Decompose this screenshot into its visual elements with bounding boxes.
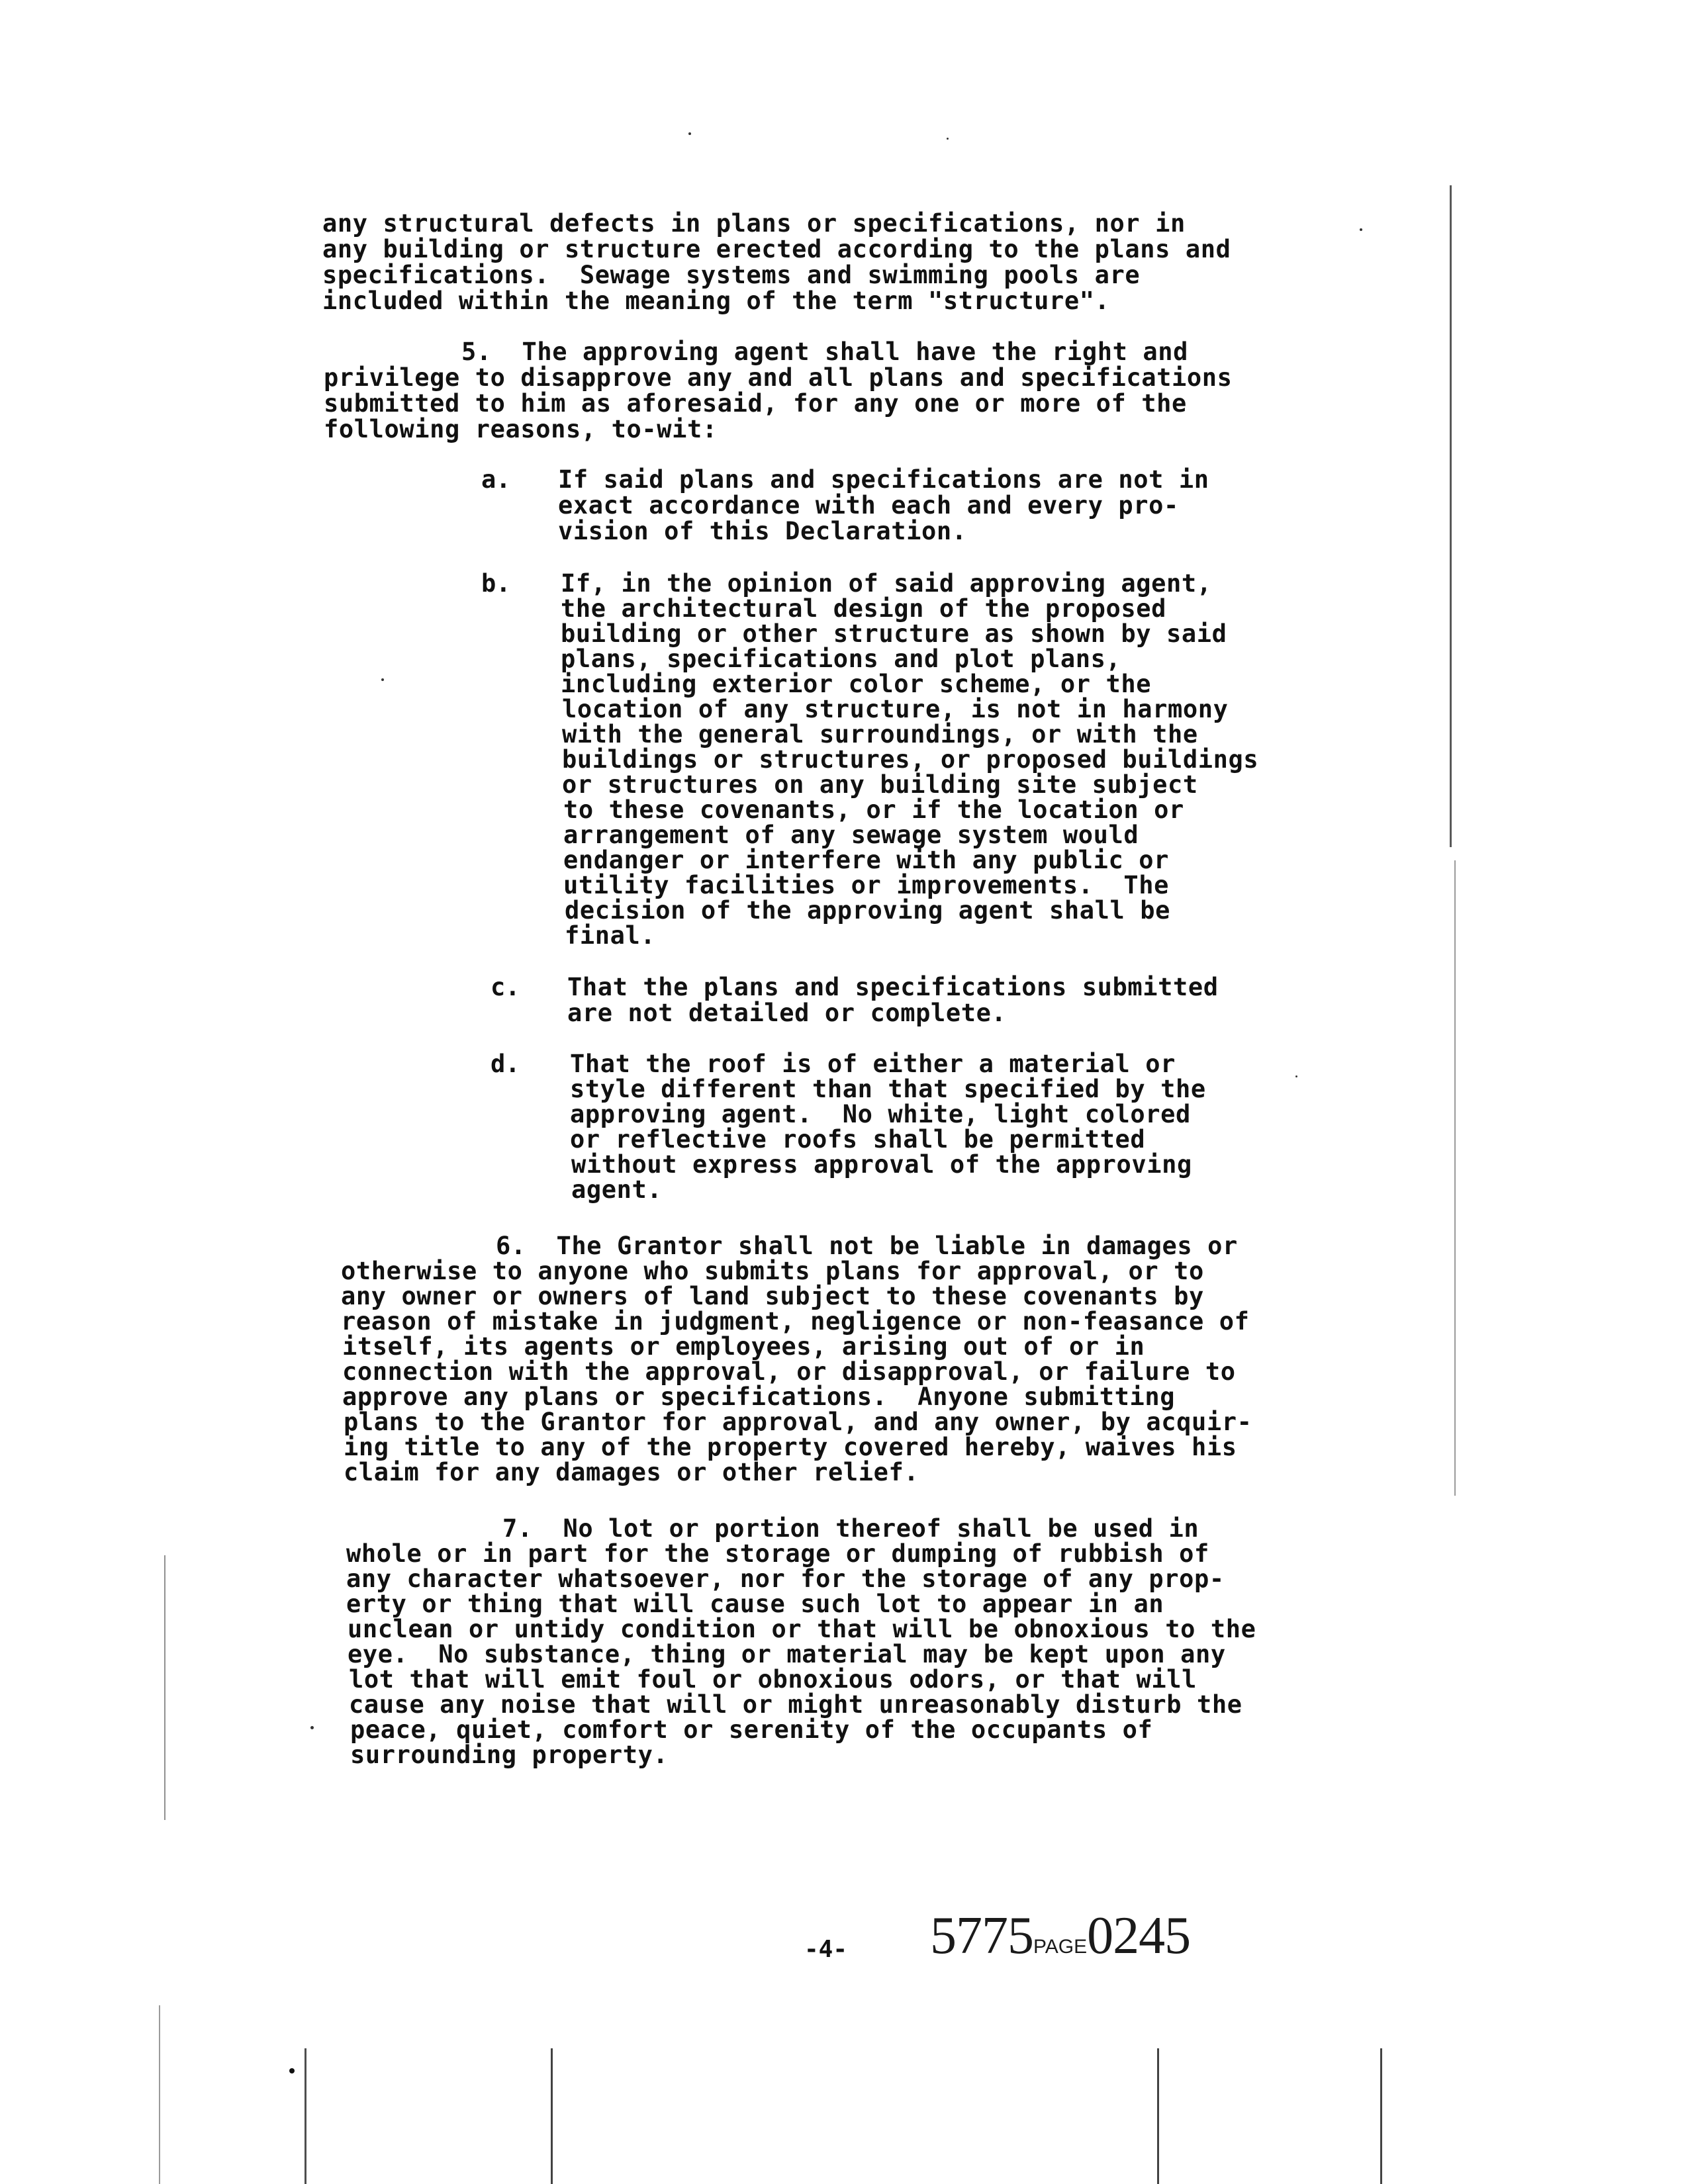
item-d-line: approving agent. No white, light colored xyxy=(570,1100,1191,1128)
item-d-line: agent. xyxy=(571,1175,663,1204)
section-5-line: following reasons, to-wit: xyxy=(324,415,718,443)
section-6-line: connection with the approval, or disapproval, or failure to xyxy=(342,1357,1236,1386)
scan-speck xyxy=(688,132,691,135)
scan-edge-line xyxy=(164,1555,165,1820)
scan-edge-line xyxy=(159,2005,160,2184)
section-6-line: reason of mistake in judgment, negligence or non-feasance of xyxy=(341,1307,1250,1336)
item-b-line: with the general surroundings, or with the xyxy=(562,720,1198,749)
scan-speck xyxy=(310,1726,314,1729)
section-7-line: surrounding property. xyxy=(350,1741,669,1769)
scan-speck xyxy=(381,678,384,681)
item-c-letter: c. xyxy=(491,973,520,1001)
item-a-letter: a. xyxy=(481,465,511,494)
stamp-page-number: 0245 xyxy=(1087,1907,1191,1965)
section-5-line: submitted to him as aforesaid, for any one or more of the xyxy=(324,389,1187,418)
item-b-line: final. xyxy=(565,921,656,950)
item-b-line: utility facilities or improvements. The xyxy=(563,871,1170,899)
text-line: any building or structure erected according to the plans and xyxy=(322,235,1231,263)
item-b-line: buildings or structures, or proposed buildings xyxy=(562,745,1259,774)
scan-edge-line xyxy=(305,2048,306,2184)
text-line: specifications. Sewage systems and swimming pools are xyxy=(322,261,1141,289)
scan-edge-line xyxy=(1157,2048,1159,2184)
section-7-line: eye. No substance, thing or material may be kept upon any xyxy=(348,1640,1226,1668)
item-b-line: building or other structure as shown by said xyxy=(561,619,1227,648)
section-6-line: plans to the Grantor for approval, and any owner, by acquir- xyxy=(344,1408,1252,1436)
section-7-line: any character whatsoever, nor for the storage of any prop- xyxy=(346,1565,1225,1593)
item-b-line: arrangement of any sewage system would xyxy=(563,821,1139,849)
item-b-line: to these covenants, or if the location or xyxy=(563,796,1184,824)
section-7-line: 7. No lot or portion thereof shall be used in xyxy=(502,1514,1199,1543)
item-a-line: exact accordance with each and every pro- xyxy=(558,491,1179,520)
item-b-line: including exterior color scheme, or the xyxy=(561,670,1152,698)
item-c-line: are not detailed or complete. xyxy=(567,999,1007,1027)
section-6-line: approve any plans or specifications. Anyone submitting xyxy=(342,1383,1176,1411)
item-a-line: vision of this Declaration. xyxy=(558,517,967,545)
section-6-line: 6. The Grantor shall not be liable in damages or xyxy=(496,1232,1238,1260)
stamp-book-number: 5775 xyxy=(930,1907,1033,1965)
item-b-line: decision of the approving agent shall be xyxy=(565,896,1171,925)
scan-speck xyxy=(947,138,949,140)
text-line: included within the meaning of the term "structure". xyxy=(322,287,1110,315)
item-b-line: endanger or interfere with any public or xyxy=(563,846,1170,874)
text-line: any structural defects in plans or specifications, nor in xyxy=(322,209,1186,238)
scan-edge-line xyxy=(1380,2048,1382,2184)
item-b-line: location of any structure, is not in harmony xyxy=(562,695,1229,723)
item-a-line: If said plans and specifications are not in xyxy=(558,465,1209,494)
scan-edge-line xyxy=(1454,860,1456,1496)
section-6-line: claim for any damages or other relief. xyxy=(344,1458,919,1486)
scan-speck xyxy=(289,2068,295,2073)
section-7-line: cause any noise that will or might unreasonably disturb the xyxy=(349,1690,1243,1719)
item-d-line: or reflective roofs shall be permitted xyxy=(570,1125,1146,1154)
section-6-line: otherwise to anyone who submits plans for approval, or to xyxy=(341,1257,1204,1285)
stamp-page-label: PAGE xyxy=(1033,1936,1088,1958)
book-page-stamp xyxy=(930,1906,1190,1966)
section-7-line: erty or thing that will cause such lot to appear in an xyxy=(346,1590,1164,1618)
section-7-line: unclean or untidy condition or that will be obnoxious to the xyxy=(348,1615,1256,1643)
section-6-line: itself, its agents or employees, arising out of or in xyxy=(342,1332,1145,1361)
section-5-line: 5. The approving agent shall have the right and xyxy=(461,338,1189,366)
item-b-letter: b. xyxy=(481,569,511,598)
item-b-line: plans, specifications and plot plans, xyxy=(561,645,1121,673)
section-7-line: peace, quiet, comfort or serenity of the occupants of xyxy=(350,1715,1153,1744)
item-c-line: That the plans and specifications submitted xyxy=(567,973,1219,1001)
section-6-line: ing title to any of the property covered hereby, waives his xyxy=(344,1433,1237,1461)
item-b-line: the architectural design of the proposed xyxy=(561,594,1167,623)
section-7-line: whole or in part for the storage or dumping of rubbish of xyxy=(346,1539,1209,1568)
section-5-line: privilege to disapprove any and all plans and specifications xyxy=(324,363,1233,392)
item-b-line: or structures on any building site subject xyxy=(562,770,1198,799)
scan-edge-line xyxy=(1450,185,1452,847)
item-d-line: style different than that specified by the xyxy=(570,1075,1206,1103)
scan-speck xyxy=(1295,1075,1297,1077)
scan-edge-line xyxy=(551,2048,553,2184)
item-d-line: That the roof is of either a material or xyxy=(570,1050,1176,1078)
section-7-line: lot that will emit foul or obnoxious odors, or that will xyxy=(349,1665,1197,1694)
page-number: -4- xyxy=(804,1936,848,1963)
section-6-line: any owner or owners of land subject to these covenants by xyxy=(341,1282,1204,1310)
item-b-line: If, in the opinion of said approving agent, xyxy=(561,569,1212,598)
scan-speck xyxy=(1360,228,1362,231)
item-d-line: without express approval of the approving xyxy=(571,1150,1192,1179)
item-d-letter: d. xyxy=(491,1050,520,1078)
